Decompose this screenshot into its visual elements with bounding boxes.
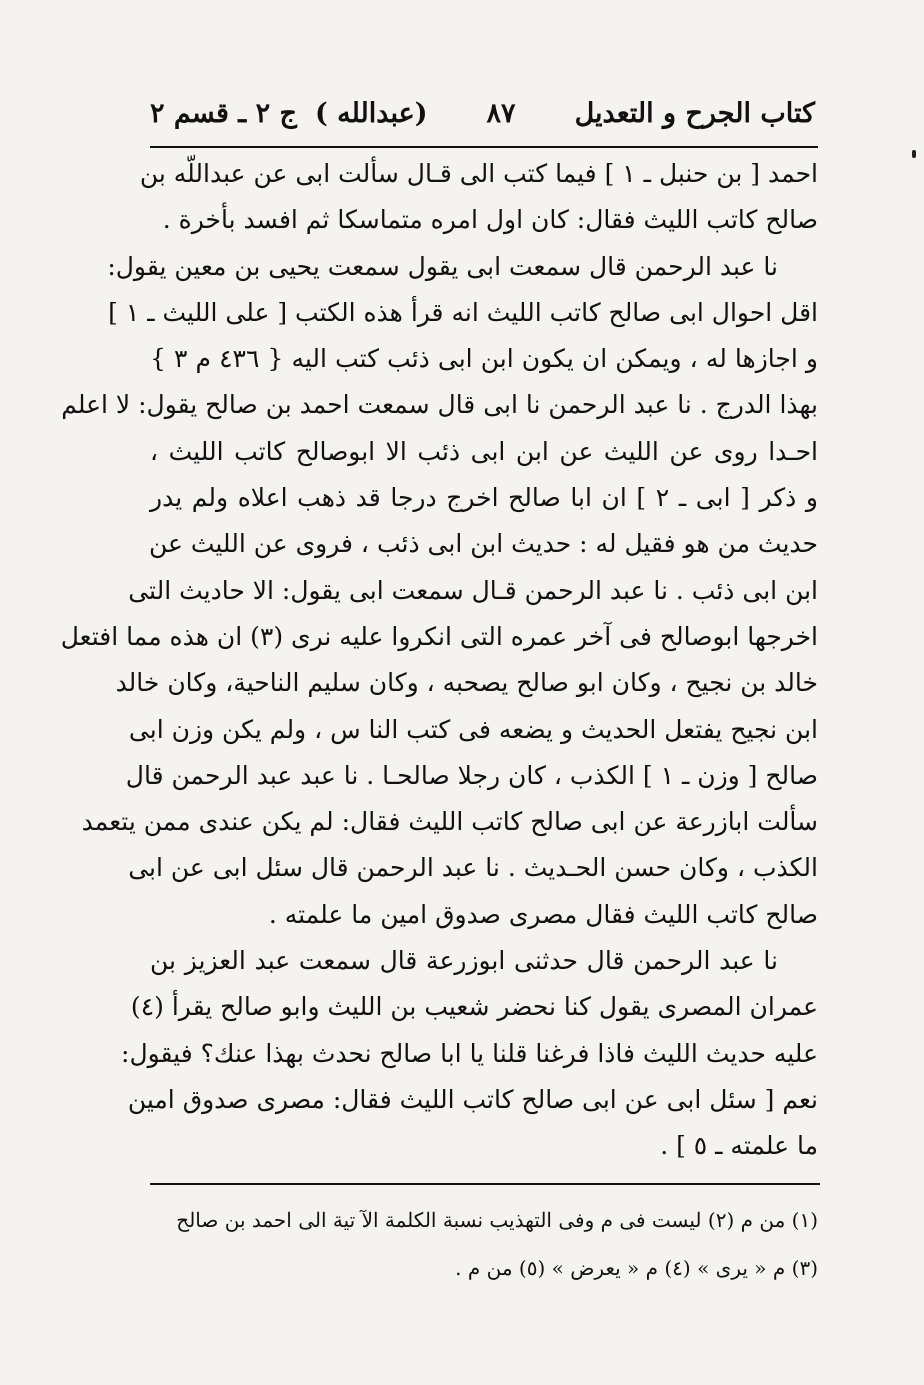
text-line: الكذب ، وكان حسن الحـديث . نا عبد الرحمن قال سئل ابى عن ابى bbox=[128, 853, 818, 883]
text-line: صالح [ وزن ـ ١ ] الكذب ، كان رجلا صالحـا . نا عبد عبد الرحمن قال bbox=[125, 760, 818, 790]
text-line: سألت ابازرعة عن ابى صالح كاتب الليث فقال: لم يكن عندى ممن يتعمد bbox=[81, 807, 818, 837]
text-line: نعم [ سئل ابى عن ابى صالح كاتب الليث فقال: مصرى صدوق امين bbox=[127, 1084, 818, 1114]
running-header bbox=[150, 88, 815, 138]
text-line: صالح كاتب الليث فقال: كان اول امره متماسكا ثم افسد بأخرة . bbox=[162, 205, 818, 235]
header-rule bbox=[150, 146, 818, 148]
footnote-rule bbox=[150, 1183, 820, 1185]
footnotes bbox=[150, 1196, 818, 1292]
footnote-line: (١) من م (٢) ليست فى م وفى التهذيب نسبة الكلمة الآ تية الى احمد بن صالح bbox=[176, 1208, 818, 1232]
margin-mark bbox=[912, 150, 916, 158]
text-line: نا عبد الرحمن قال حدثنى ابوزرعة قال سمعت عبد العزيز بن bbox=[150, 946, 778, 976]
text-line: بهذا الدرج . نا عبد الرحمن نا ابى قال سمعت احمد بن صالح يقول: لا اعلم bbox=[61, 390, 818, 420]
text-line: ابن ابى ذئب . نا عبد الرحمن قـال سمعت ابى يقول: الا حاديث التى bbox=[128, 575, 818, 605]
text-line: و ذكر [ ابى ـ ٢ ] ان ابا صالح اخرج درجا قد ذهب اعلاه ولم يدر bbox=[150, 483, 818, 513]
main-text bbox=[60, 151, 818, 1170]
volume-part: ج ٢ ـ قسم ٢ bbox=[150, 97, 297, 129]
text-line: ابن نجيح يفتعل الحديث و يضعه فى كتب النا س ، ولم يكن وزن ابى bbox=[128, 714, 818, 744]
text-line: ما علمته ـ ٥ ] . bbox=[660, 1131, 818, 1161]
text-line: عليه حديث الليث فاذا فرغنا قلنا يا ابا صالح نحدث بهذا عنك؟ فيقول: bbox=[121, 1038, 818, 1068]
text-line: و اجازها له ، ويمكن ان يكون ابن ابى ذئب كتب اليه { ٤٣٦ م ٣ } bbox=[150, 344, 818, 374]
text-line: نا عبد الرحمن قال سمعت ابى يقول سمعت يحيى بن معين يقول: bbox=[107, 251, 778, 281]
page-number: ٨٧ bbox=[486, 97, 516, 129]
header-section-group bbox=[150, 98, 427, 129]
text-line: صالح كاتب الليث فقال مصرى صدوق امين ما علمته . bbox=[268, 899, 818, 929]
text-line: عمران المصرى يقول كنا نحضر شعيب بن الليث وابو صالح يقرأ (٤) bbox=[130, 992, 818, 1022]
text-line: خالد بن نجيح ، وكان ابو صالح يصحبه ، وكان سليم الناحية، وكان خالد bbox=[115, 668, 818, 698]
text-line: اخرجها ابوصالح فى آخر عمره التى انكروا عليه نرى (٣) ان هذه مما افتعل bbox=[60, 621, 818, 651]
footnote-line: (٣) م « يرى » (٤) م « يعرض » (٥) من م . bbox=[455, 1256, 818, 1280]
text-line: احـدا روى عن الليث عن ابن ابى ذئب الا ابوصالح كاتب الليث ، bbox=[150, 436, 818, 466]
text-line: حديث من هو فقيل له : حديث ابن ابى ذئب ، فروى عن الليث عن bbox=[148, 529, 818, 559]
book-title: كتاب الجرح و التعديل bbox=[574, 97, 815, 129]
section-name: (عبدالله ) bbox=[314, 97, 428, 129]
text-line: اقل احوال ابى صالح كاتب الليث انه قرأ هذه الكتب [ على الليث ـ ١ ] bbox=[108, 297, 818, 327]
text-line: احمد [ بن حنبل ـ ١ ] فيما كتب الى قـال سألت ابى عن عبداللّه بن bbox=[139, 159, 818, 188]
